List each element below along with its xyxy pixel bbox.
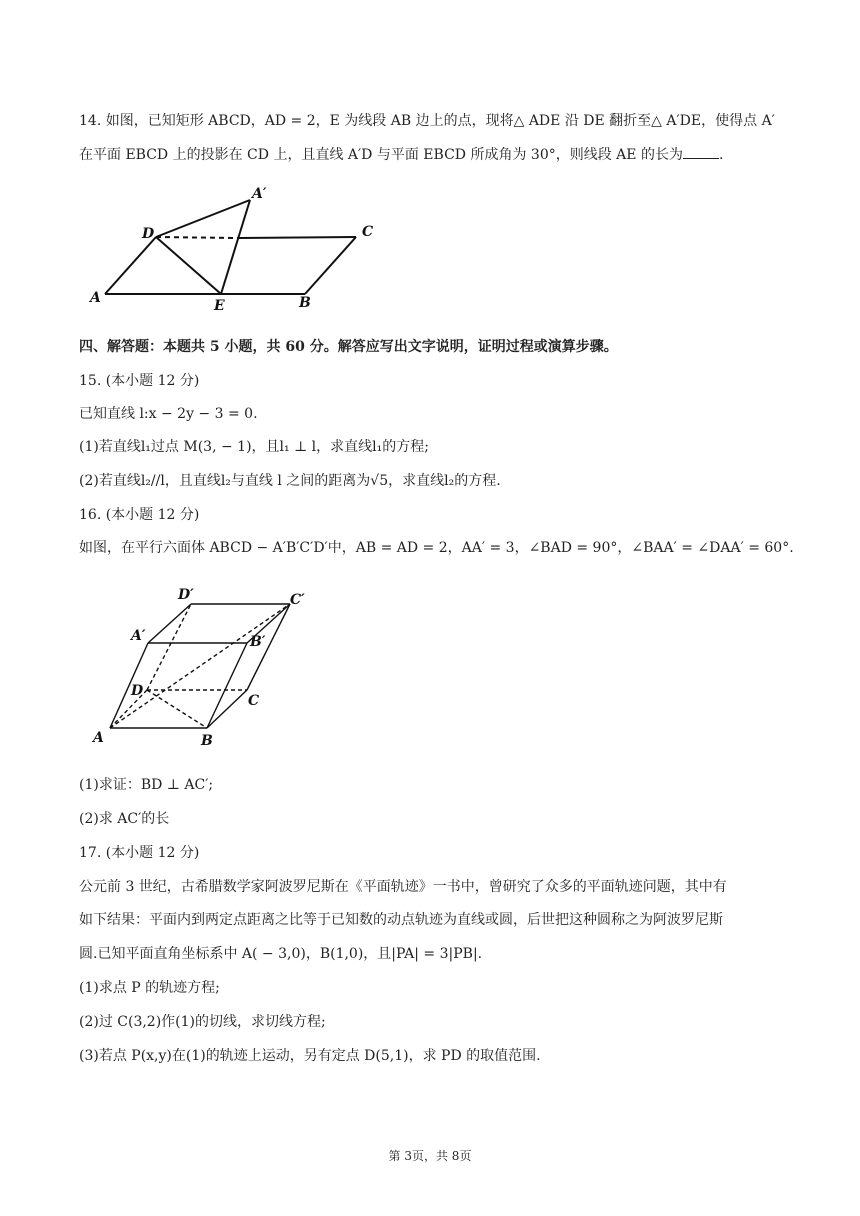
q15-stem: 已知直线 l:x − 2y − 3 = 0. bbox=[79, 406, 258, 422]
q16-label-a: A bbox=[93, 730, 104, 746]
q16-label-b: B bbox=[201, 733, 213, 749]
q15-header: 15. (本小题 12 分) bbox=[79, 373, 200, 389]
q16-label-b-prime: B′ bbox=[250, 634, 266, 650]
q16-label-d-prime: D′ bbox=[178, 587, 194, 603]
q14-label-c: C bbox=[362, 224, 374, 240]
q14-line2 bbox=[79, 144, 723, 165]
q16-label-c: C bbox=[248, 693, 260, 709]
q17-stem-line1: 公元前 3 世纪，古希腊数学家阿波罗尼斯在《平面轨迹》一书中，曾研究了众多的平面轨迹问题，其中有 bbox=[79, 879, 727, 895]
answer-blank bbox=[683, 144, 719, 159]
q17-header: 17. (本小题 12 分) bbox=[79, 845, 200, 861]
q17-stem-line3: 圆.已知平面直角坐标系中 A( − 3,0)，B(1,0)，且|PA| = 3|PB|. bbox=[79, 946, 483, 962]
q14-line2-text: 在平面 EBCD 上的投影在 CD 上，且直线 A′D 与平面 EBCD 所成角为 30°，则线段 AE 的长为 bbox=[79, 147, 683, 163]
q17-part1: (1)求点 P 的轨迹方程; bbox=[79, 980, 220, 996]
q16-label-d: D bbox=[131, 683, 144, 699]
q16-header: 16. (本小题 12 分) bbox=[79, 507, 200, 523]
q15-part1: (1)若直线l₁过点 M(3, − 1)，且l₁ ⊥ l，求直线l₁的方程; bbox=[79, 439, 429, 455]
q16-part2: (2)求 AC′的长 bbox=[79, 811, 170, 827]
q17-part2: (2)过 C(3,2)作(1)的切线，求切线方程; bbox=[79, 1014, 326, 1030]
q14-figure bbox=[80, 180, 390, 315]
q16-stem: 如图，在平行六面体 ABCD − A′B′C′D′中，AB = AD = 2，AA′ = 3，∠BAD = 90°，∠BAA′ = ∠DAA′ = 60°. bbox=[79, 540, 794, 556]
q17-part3: (3)若点 P(x,y)在(1)的轨迹上运动，另有定点 D(5,1)，求 PD 的取值范围. bbox=[79, 1048, 541, 1064]
q14-label-b: B bbox=[299, 295, 311, 311]
q14-line1: 14. 如图，已知矩形 ABCD，AD = 2，E 为线段 AB 边上的点，现将△ ADE 沿 DE 翻折至△ A′DE，使得点 A′ bbox=[79, 113, 775, 129]
q14-label-a-prime: A′ bbox=[252, 186, 267, 202]
section-heading: 四、解答题：本题共 5 小题，共 60 分。解答应写出文字说明，证明过程或演算步骤。 bbox=[79, 339, 618, 355]
page-number: 第 3页，共 8页 bbox=[388, 1149, 472, 1163]
q16-part1: (1)求证：BD ⊥ AC′; bbox=[79, 777, 214, 793]
q17-stem-line2: 如下结果：平面内到两定点距离之比等于已知数的动点轨迹为直线或圆，后世把这种圆称之为阿波罗尼斯 bbox=[79, 912, 723, 928]
q15-part2: (2)若直线l₂//l，且直线l₂与直线 l 之间的距离为√5，求直线l₂的方程. bbox=[79, 473, 501, 489]
q14-line2-end: . bbox=[718, 147, 724, 163]
q16-label-c-prime: C′ bbox=[290, 592, 305, 608]
q14-label-e: E bbox=[214, 298, 225, 314]
q16-label-a-prime: A′ bbox=[131, 628, 146, 644]
q14-label-d: D bbox=[142, 226, 155, 242]
q16-figure bbox=[85, 582, 325, 752]
q14-label-a: A bbox=[90, 290, 101, 306]
